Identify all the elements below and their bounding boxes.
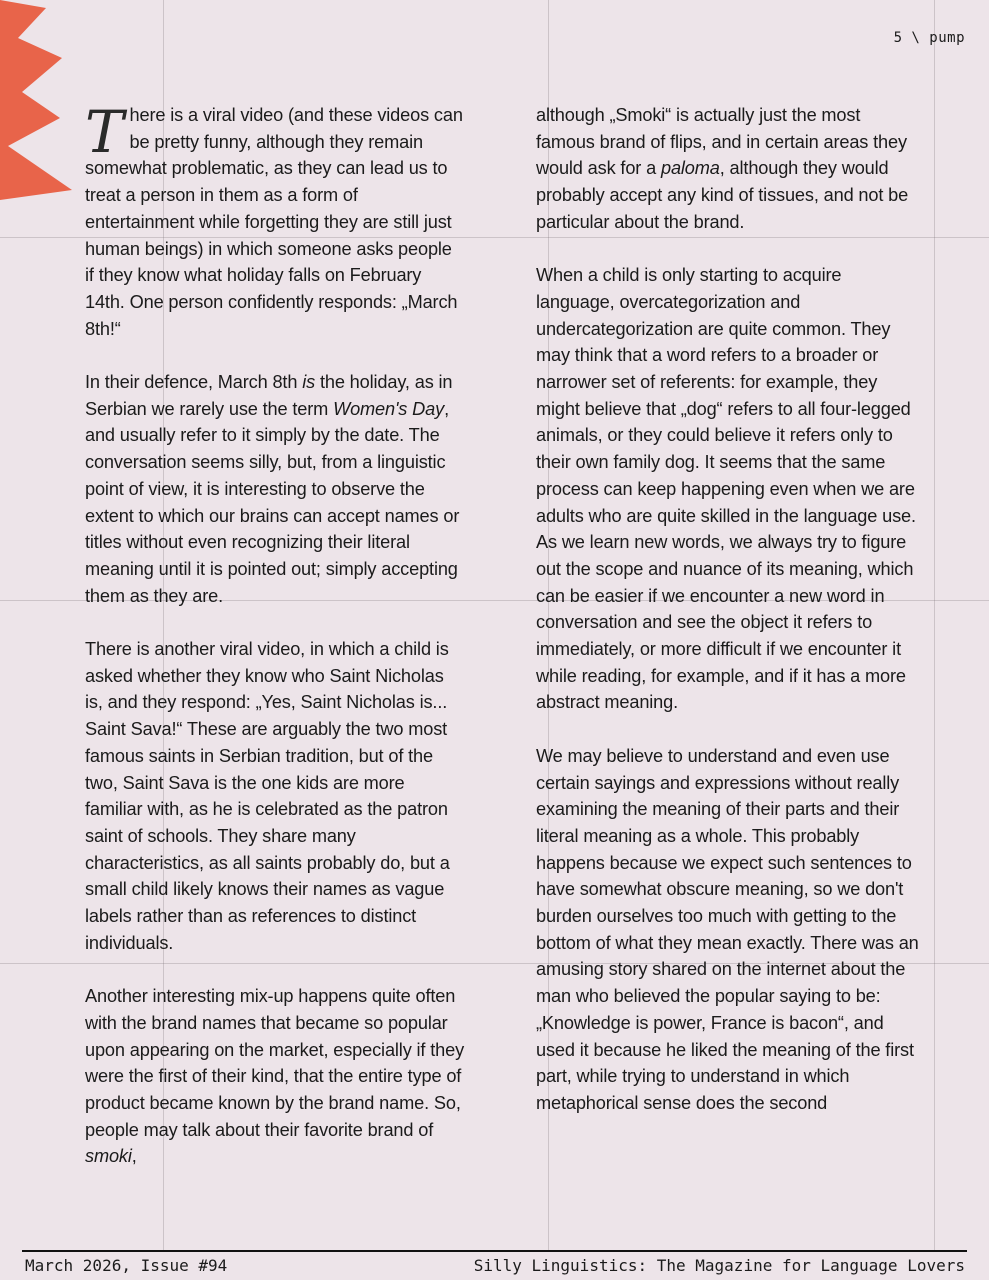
paragraph: We may believe to understand and even use certain sayings and expressions without really examining the meaning of their parts and their literal meaning as a whole. This probably happens because we expect such sentences to have somewhat obscure meaning, so we don't burden ourselves too much with getting to the bottom of what they mean exactly. There was an amusing story shared on the internet about the man who believed the popular saying to be: „Knowledge is power, France is bacon“, and used it because he liked the meaning of the first part, while trying to understand in which metaphorical sense does the second [536,745,919,1113]
zigzag-shape-icon [0,0,80,200]
emphasis-text: paloma [660,158,720,179]
magazine-title: Silly Linguistics: The Magazine for Language Lovers [473,1256,965,1275]
drop-cap: T [85,98,124,166]
paragraph: When a child is only starting to acquire language, overcategorization and undercategorization are quite common. They may think that a word refers to a broader or narrower set of referents: for example, they might believe that „dog“ refers to all four-legged animals, or they could believe it refers only to their own family dog. It seems that the same process can keep happening even when we are adults who are quite skilled in the language use. As we learn new words, we always try to figure out the scope and nuance of its meaning, which can be easier if we encounter a new word in conversation and see the object it refers to immediately, or more difficult if we encounter it while reading, for example, and if it has a more abstract meaning. [536,265,916,713]
text-run: , [131,1146,137,1167]
emphasis-text: smoki [85,1146,132,1167]
article-column-right [536,102,921,1143]
paragraph [85,369,465,609]
page-footer [25,1256,965,1275]
text-run: Another interesting mix-up happens quite often with the brand names that became so popular upon appearing on the market, especially if they were the first of their kind, that the entire type of product became known by the brand name. So, people may talk about their favorite brand of [85,986,465,1140]
text-run: the holiday, as in Serbian we rarely use the term [85,372,453,419]
text-run: , although they would probably accept any kind of tissues, and not be particular about the brand. [536,158,909,232]
emphasis-text: Women's Day [333,398,445,419]
paragraph [85,983,465,1170]
paragraph [85,98,465,342]
text-run: In their defence, March 8th [85,372,303,393]
footer-divider [22,1250,967,1252]
text-run: , and usually refer to it simply by the date. The conversation seems silly, but, from a linguistic point of view, it is interesting to observe the extent to which our brains can accept names or titles without even recognizing their literal meaning until it is pointed out; simply accepting them as they are. [85,398,460,606]
paragraph: There is another viral video, in which a child is asked whether they know who Saint Nicholas is, and they respond: „Yes, Saint Nicholas is... Saint Sava!“ These are arguably the two most famous saints in Serbian tradition, but of the two, Saint Sava is the one kids are more familiar with, as he is celebrated as the patron saint of schools. They share many characteristics, as all saints probably do, but a small child likely knows their names as vague labels rather than as references to distinct individuals. [85,639,450,953]
text-run: although „Smoki“ is actually just the most famous brand of flips, and in certain areas they would ask for a [536,105,907,179]
issue-label: March 2026, Issue #94 [25,1256,228,1275]
emphasis-text: is [302,372,316,393]
paragraph [536,102,921,236]
grid-line [934,0,935,1250]
article-column-left [85,98,465,1197]
page-number-label: 5 \ pump [893,30,965,46]
paragraph-text: here is a viral video (and these videos can be pretty funny, although they remain somewhat problematic, as they can lead us to treat a person in them as a form of entertainment while forgetting they are still just human beings) in which someone asks people if they know what holiday falls on February 14th. One person confidently responds: „March 8th!“ [85,105,463,339]
